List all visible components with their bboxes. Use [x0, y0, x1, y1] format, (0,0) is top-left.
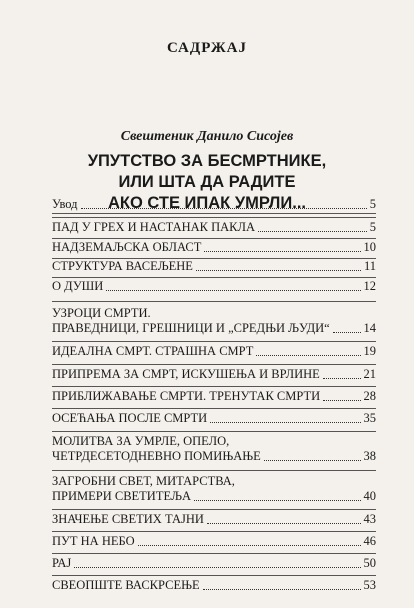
toc-entry-title: ПАД У ГРЕХ И НАСТАНАК ПАКЛА	[52, 220, 256, 234]
dot-leader	[323, 400, 360, 401]
entry-divider	[52, 531, 376, 532]
dot-leader	[196, 270, 361, 271]
entry-divider	[52, 509, 376, 510]
toc-entry-title: О ДУШИ	[52, 279, 104, 293]
toc-entry-title: ЧЕТРДЕСЕТОДНЕВНО ПОМИЊАЊЕ	[52, 449, 261, 463]
toc-page-number: 50	[363, 556, 376, 570]
book-title-line: ИЛИ ШТА ДА РАДИТЕ	[118, 173, 296, 191]
dot-leader	[81, 208, 367, 209]
toc-entry	[52, 411, 376, 426]
toc-entry	[52, 197, 376, 212]
entry-divider	[52, 301, 376, 302]
toc-entry	[52, 240, 376, 255]
toc-page-number: 12	[363, 279, 376, 293]
toc-page-number: 21	[363, 367, 376, 381]
toc-page-number: 11	[363, 259, 376, 273]
toc-page-number: 43	[363, 512, 376, 526]
toc-entry-title: СВЕОПШТЕ ВАСКРСЕЊЕ	[52, 578, 200, 592]
toc-entry-title: СТРУКТУРА ВАСЕЉЕНЕ	[52, 259, 193, 273]
entry-divider	[52, 217, 376, 218]
entry-divider	[52, 258, 376, 259]
toc-entry-title: ПРИМЕРИ СВЕТИТЕЉА	[52, 489, 192, 503]
dot-leader	[333, 332, 361, 333]
toc-entry-title: НАДЗЕМАЉСКА ОБЛАСТ	[52, 240, 202, 254]
toc-page-number: 28	[363, 389, 376, 403]
toc-page-number: 19	[363, 344, 376, 358]
toc-entry	[52, 367, 376, 382]
dot-leader	[194, 500, 360, 501]
entry-divider	[52, 213, 376, 214]
toc-page-number: 40	[363, 489, 376, 503]
dot-leader	[256, 355, 360, 356]
dot-leader	[258, 231, 367, 232]
toc-entry	[52, 389, 376, 404]
toc-entry-title: ЗНАЧЕЊЕ СВЕТИХ ТАЈНИ	[52, 512, 204, 526]
author-name: Свештеник Данило Сисојев	[120, 129, 294, 144]
toc-page-number: 38	[363, 449, 376, 463]
toc-entry	[52, 474, 376, 504]
toc-entry-title: ОСЕЋАЊА ПОСЛЕ СМРТИ	[52, 411, 208, 425]
entry-divider	[52, 364, 376, 365]
entry-divider	[52, 238, 376, 239]
toc-entry-title: Увод	[52, 197, 78, 211]
toc-entry	[52, 344, 376, 359]
entry-divider	[52, 386, 376, 387]
toc-entry-title: РАЈ	[52, 556, 72, 570]
toc-entry	[52, 306, 376, 336]
dot-leader	[264, 460, 361, 461]
contents-heading: САДРЖАЈ	[166, 40, 248, 56]
toc-entry	[52, 578, 376, 593]
toc-entry	[52, 259, 376, 274]
toc-page-number: 5	[369, 220, 376, 234]
toc-page-number: 46	[363, 534, 376, 548]
toc-page-number: 5	[369, 197, 376, 211]
toc-page-number: 14	[363, 321, 376, 335]
book-title-line: АКО СТЕ ИПАК УМРЛИ...	[107, 194, 307, 212]
entry-divider	[52, 341, 376, 342]
dot-leader	[203, 589, 361, 590]
dot-leader	[74, 567, 360, 568]
entry-divider	[52, 575, 376, 576]
toc-entry	[52, 534, 376, 549]
toc-entry	[52, 512, 376, 527]
toc-page-number: 53	[363, 578, 376, 592]
dot-leader	[207, 523, 361, 524]
entry-divider	[52, 553, 376, 554]
toc-entry	[52, 434, 376, 464]
book-title-line: УПУТСТВО ЗА БЕСМРТНИКЕ,	[87, 152, 327, 170]
toc-entry	[52, 279, 376, 294]
dot-leader	[323, 378, 361, 379]
toc-entry	[52, 220, 376, 235]
dot-leader	[138, 545, 361, 546]
toc-entry-title-line: УЗРОЦИ СМРТИ.	[52, 306, 151, 320]
toc-entry-title-line: ЗАГРОБНИ СВЕТ, МИТАРСТВА,	[52, 474, 235, 488]
entry-divider	[52, 408, 376, 409]
toc-entry-title: ПРАВЕДНИЦИ, ГРЕШНИЦИ И „СРЕДЊИ ЉУДИ“	[52, 321, 330, 335]
toc-page-number: 10	[363, 240, 376, 254]
toc-entry-title: ПРИБЛИЖАВАЊЕ СМРТИ. ТРЕНУТАК СМРТИ	[52, 389, 321, 403]
dot-leader	[210, 422, 360, 423]
toc-entry-title: ПРИПРЕМА ЗА СМРТ, ИСКУШЕЊА И ВРЛИНЕ	[52, 367, 320, 381]
entry-divider	[52, 431, 376, 432]
dot-leader	[106, 290, 360, 291]
dot-leader	[204, 251, 360, 252]
toc-entry-title: ИДЕАЛНА СМРТ. СТРАШНА СМРТ	[52, 344, 254, 358]
toc-page-number: 35	[363, 411, 376, 425]
entry-divider	[52, 277, 376, 278]
toc-entry-title-line: МОЛИТВА ЗА УМРЛЕ, ОПЕЛО,	[52, 434, 230, 448]
toc-entry	[52, 556, 376, 571]
toc-entry-title: ПУТ НА НЕБО	[52, 534, 135, 548]
entry-divider	[52, 470, 376, 471]
